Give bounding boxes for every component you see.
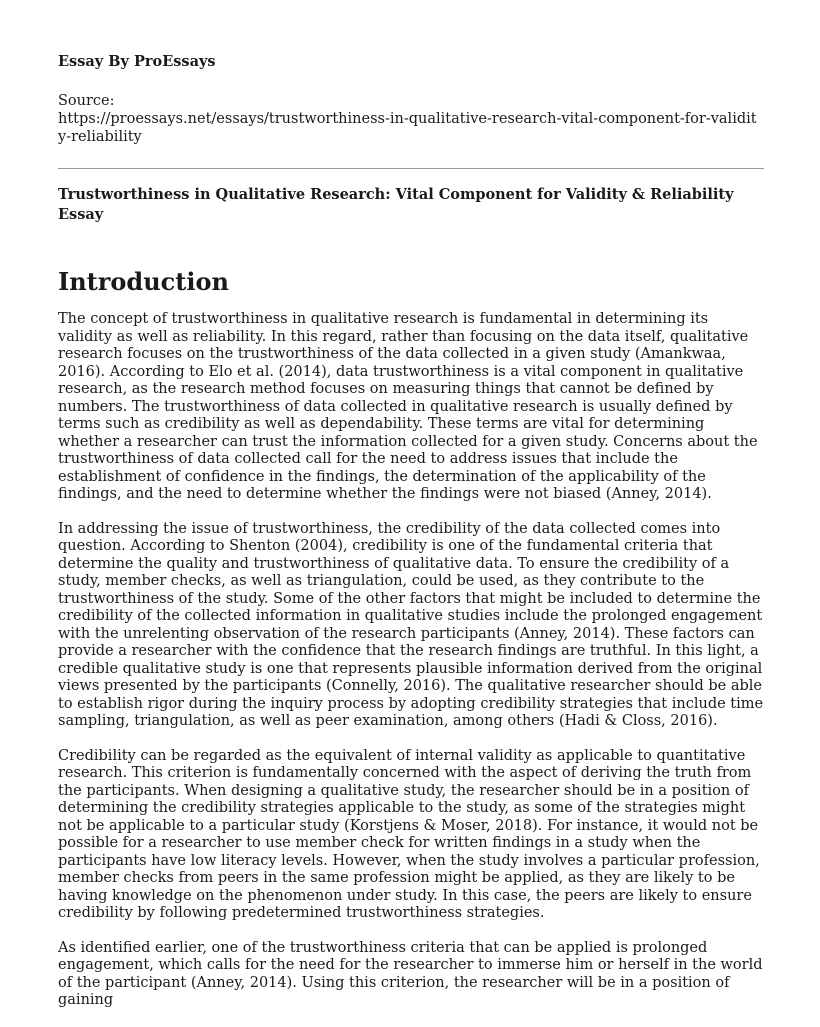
header-divider: [58, 168, 764, 169]
body-paragraph: As identified earlier, one of the trustworthiness criteria that can be applied is prolonged engagement, which calls for the need for the researcher to immerse him or herself in the world of the participant (Anney, 2014). Using this criterion, the researcher will be in a position of gaining: [58, 939, 763, 1008]
body-paragraph: In addressing the issue of trustworthiness, the credibility of the data collected comes into question. According to Shenton (2004), credibility is one of the fundamental criteria that determine the quality and trustworthiness of qualitative data. To ensure the credibility of a study, member checks, as well as triangulation, could be used, as they contribute to the trustworthiness of the study. Some of the other factors that might be included to determine the credibility of the collected information in qualitative studies include the prolonged engagement with the unrelenting observation of the research participants (Anney, 2014). These factors can provide a researcher with the confidence that the research findings are truthful. In this light, a credible qualitative study is one that represents plausible information derived from the original views presented by the participants (Connelly, 2016). The qualitative researcher should be able to establish rigor during the inquiry process by adopting credibility strategies that include time sampling, triangulation, as well as peer examination, among others (Hadi & Closs, 2016).: [58, 520, 764, 729]
source-label: Source:: [58, 93, 115, 109]
essay-page: [58, 52, 764, 1027]
section-heading: Introduction: [58, 267, 229, 296]
body-paragraph: The concept of trustworthiness in qualitative research is fundamental in determining its validity as well as reliability. In this regard, rather than focusing on the data itself, qualitative research focuses on the trustworthiness of the data collected in a given study (Amankwaa, 2016). According to Elo et al. (2014), data trustworthiness is a vital component in qualitative research, as the research method focuses on measuring things that cannot be defined by numbers. The trustworthiness of data collected in qualitative research is usually defined by terms such as credibility as well as dependability. These terms are vital for determining whether a researcher can trust the information collected for a given study. Concerns about the trustworthiness of data collected call for the need to address issues that include the establishment of confidence in the findings, the determination of the applicability of the findings, and the need to determine whether the findings were not biased (Anney, 2014).: [58, 311, 758, 502]
brand-label: Essay By ProEssays: [58, 53, 216, 70]
body-paragraph: Credibility can be regarded as the equivalent of internal validity as applicable to quantitative research. This criterion is fundamentally concerned with the aspect of deriving the truth from the participants. When designing a qualitative study, the researcher should be in a position of determining the credibility strategies applicable to the study, as some of the strategies might not be applicable to a particular study (Korstjens & Moser, 2018). For instance, it would not be possible for a researcher to use member check for written findings in a study when the participants have low literacy levels. However, when the study involves a particular profession, member checks from peers in the same profession might be applied, as they are likely to be having knowledge on the phenomenon under study. In this case, the peers are likely to ensure credibility by following predetermined trustworthiness strategies.: [58, 747, 760, 921]
source-url[interactable]: https://proessays.net/essays/trustworthiness-in-qualitative-research-vital-component-for-validity-reliability: [58, 111, 757, 145]
essay-title: Trustworthiness in Qualitative Research: Vital Component for Validity & Reliability Essay: [58, 186, 734, 223]
